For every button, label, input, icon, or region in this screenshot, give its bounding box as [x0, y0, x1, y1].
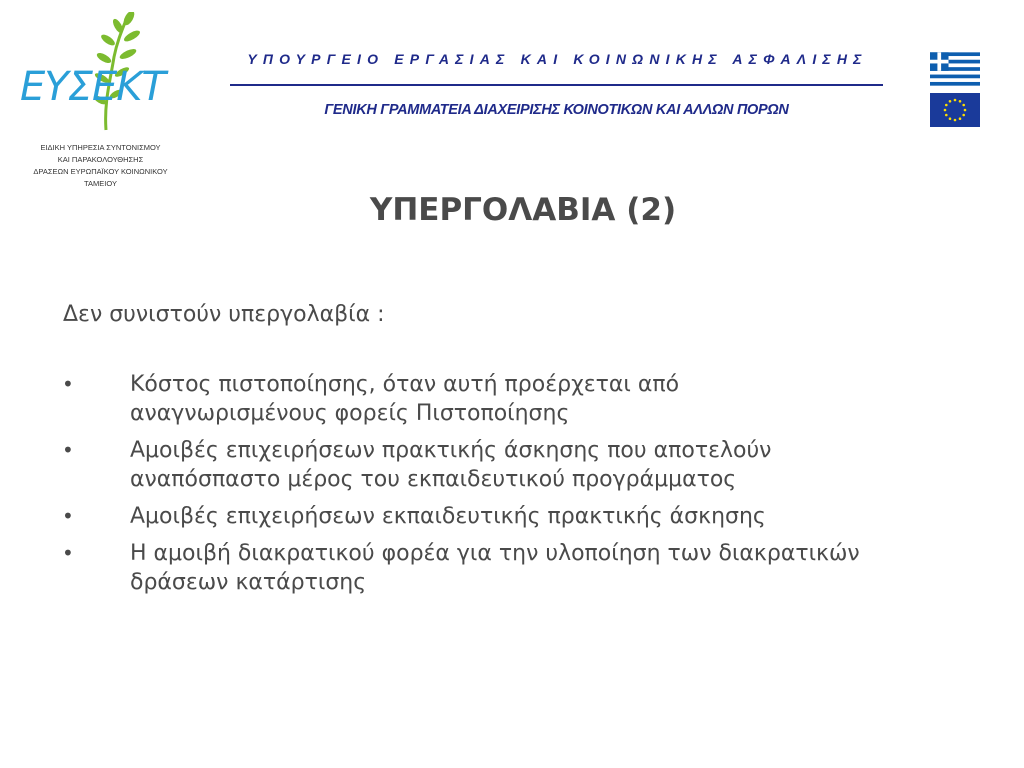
- logo-subtitle: [18, 142, 183, 190]
- bullet-text-line: αναγνωρισμένους φορείς Πιστοποίησης: [130, 401, 570, 426]
- logo-subtitle-line: ΕΙΔΙΚΗ ΥΠΗΡΕΣΙΑ ΣΥΝΤΟΝΙΣΜΟΥ: [40, 143, 161, 152]
- list-item: [60, 370, 980, 428]
- list-item: [60, 436, 980, 494]
- logo-subtitle-line: ΔΡΑΣΕΩΝ ΕΥΡΩΠΑΪΚΟΥ ΚΟΙΝΩΝΙΚΟΥ ΤΑΜΕΙΟΥ: [33, 167, 168, 188]
- bullet-icon: •: [62, 541, 74, 565]
- bullet-icon: •: [62, 504, 74, 528]
- secretariat-heading: ΓΕΝΙΚΗ ΓΡΑΜΜΑΤΕΙΑ ΔΙΑΧΕΙΡΙΣΗΣ ΚΟΙΝΟΤΙΚΩΝ ΚΑΙ ΑΛΛΩΝ ΠΟΡΩΝ: [324, 102, 789, 118]
- bullet-text-line: Η αμοιβή διακρατικού φορέα για την υλοποίηση των διακρατικών: [130, 541, 860, 566]
- bullet-text-line: αναπόσπαστο μέρος του εκπαιδευτικού προγράμματος: [130, 467, 737, 492]
- bullet-icon: •: [62, 372, 74, 396]
- bullet-text-line: Αμοιβές επιχειρήσεων εκπαιδευτικής πρακτικής άσκησης: [130, 504, 766, 529]
- bullet-icon: •: [62, 438, 74, 462]
- logo-wordmark: ΕΥΣΕΚΤ: [20, 64, 165, 110]
- slide-title: ΥΠΕΡΓΟΛΑΒΙΑ (2): [369, 192, 677, 228]
- greek-flag-icon: [930, 52, 980, 86]
- bullet-text-line: Κόστος πιστοποίησης, όταν αυτή προέρχεται από: [130, 372, 680, 397]
- list-item: [60, 539, 980, 597]
- bullet-list: [60, 370, 980, 605]
- bullet-text-line: δράσεων κατάρτισης: [130, 570, 367, 595]
- esekt-logo: [18, 12, 188, 188]
- bullet-text-line: Αμοιβές επιχειρήσεων πρακτικής άσκησης που αποτελούν: [130, 438, 772, 463]
- logo-subtitle-line: ΚΑΙ ΠΑΡΑΚΟΛΟΥΘΗΣΗΣ: [57, 155, 144, 164]
- ministry-heading: ΥΠΟΥΡΓΕΙΟ ΕΡΓΑΣΙΑΣ ΚΑΙ ΚΟΙΝΩΝΙΚΗΣ ΑΣΦΑΛΙΣΗΣ: [247, 51, 868, 67]
- list-item: [60, 502, 980, 531]
- header-divider: [230, 84, 883, 86]
- intro-text: Δεν συνιστούν υπεργολαβία :: [63, 302, 385, 327]
- eu-flag-icon: [930, 93, 980, 127]
